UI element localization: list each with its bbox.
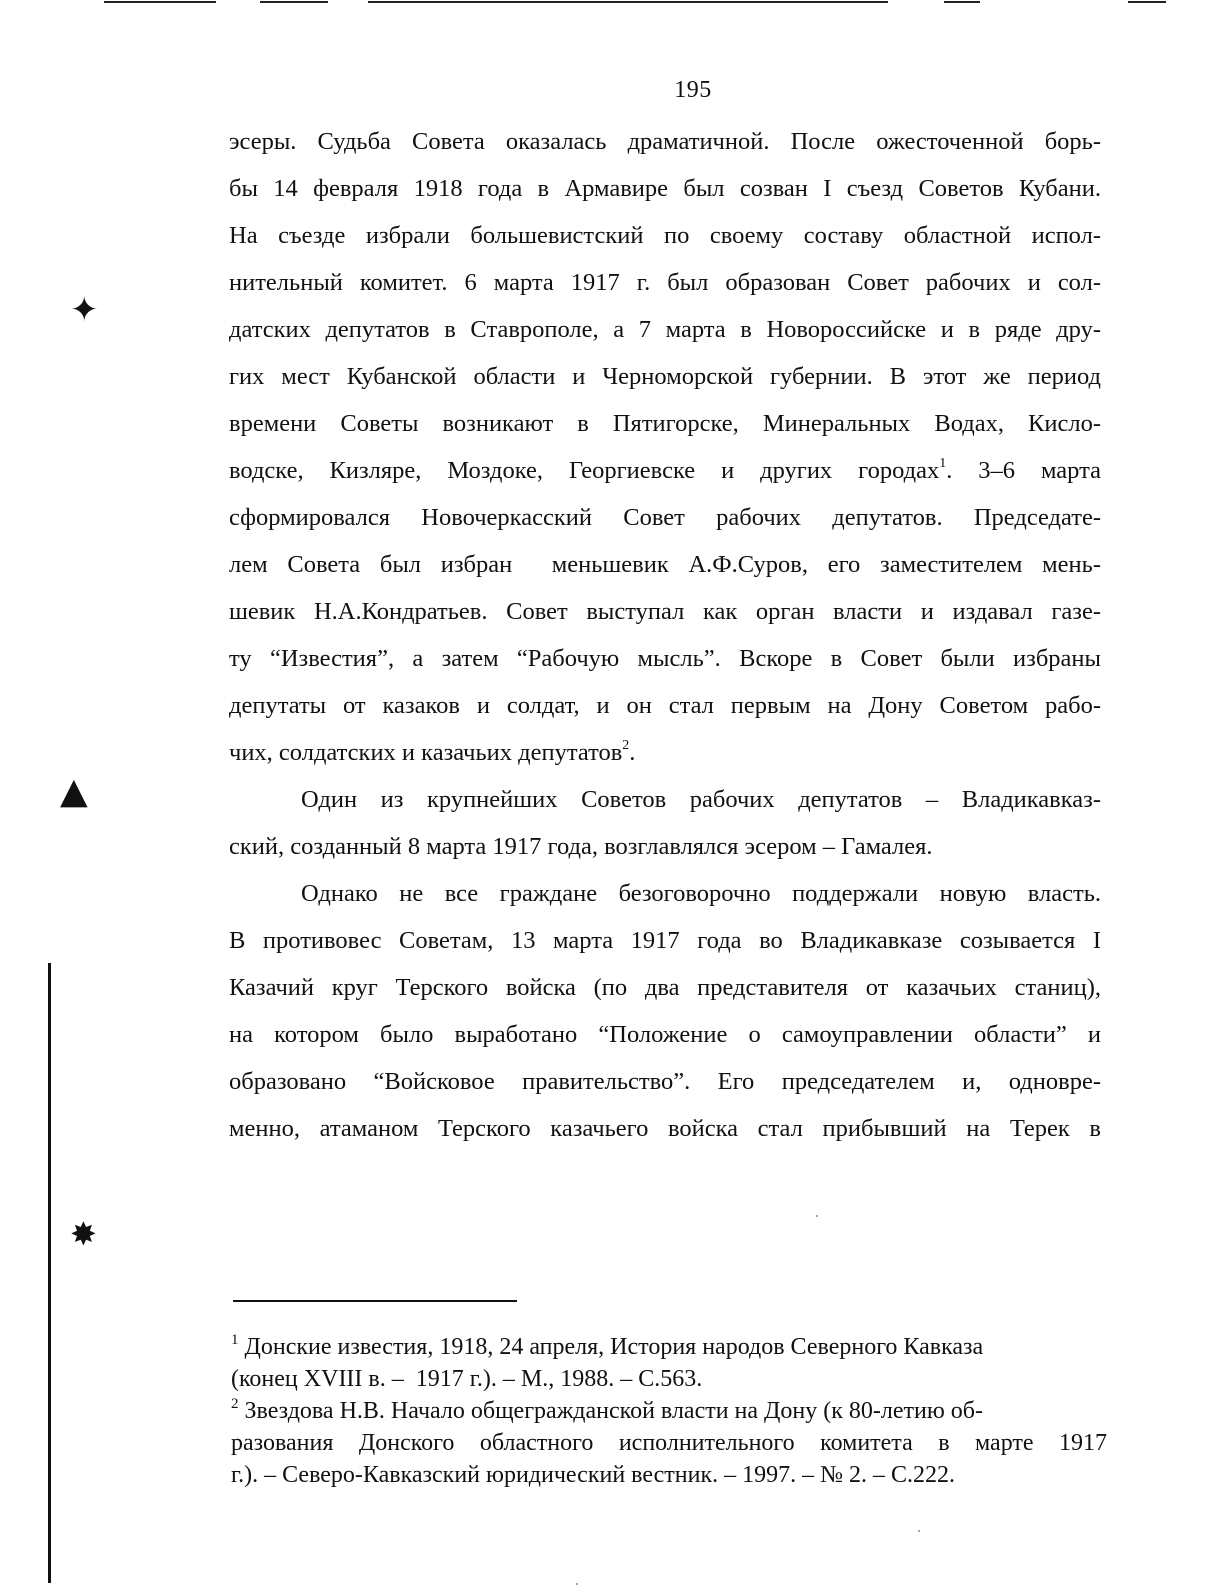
page-number: 195 xyxy=(674,77,712,103)
footnote-2-cont: г.). – Северо-Кавказский юридический вестник. – 1997. – № 2. – С.222. xyxy=(231,1462,956,1488)
text-line: нительный комитет. 6 марта 1917 г. был образован Совет рабочих и сол- xyxy=(229,269,1101,296)
text-line: Казачий круг Терского войска (по два представителя от казачьих станиц), xyxy=(229,974,1101,1001)
text-line: образовано “Войсковое правительство”. Его председателем и, одновре- xyxy=(229,1068,1101,1095)
text-line: депутаты от казаков и солдат, и он стал первым на Дону Советом рабо- xyxy=(229,692,1101,719)
footnote-mark: 1 xyxy=(231,1332,239,1348)
footnote-separator xyxy=(233,1300,517,1302)
footnote-ref-1: 1 xyxy=(939,456,947,471)
text-line: ту “Известия”, а затем “Рабочую мысль”. Вскоре в Совет были избраны xyxy=(229,645,1101,672)
scan-speck xyxy=(918,1530,920,1532)
text-line: шевик Н.А.Кондратьев. Совет выступал как орган власти и издавал газе- xyxy=(229,598,1101,625)
scan-artifact-line xyxy=(368,1,888,3)
footnote-2: $^2$ Звездова Н.В. Начало общегражданской власти на Дону (к 80-летию об- xyxy=(231,1396,984,1424)
text-line: чих, солдатских и казачьих депутатов$^2$. xyxy=(229,738,636,766)
text-line: сформировался Новочеркасский Совет рабочих депутатов. Председате- xyxy=(229,504,1101,531)
text-line: лем Совета был избран меньшевик А.Ф.Суров, его заместителем мень- xyxy=(229,551,1101,578)
scan-artifact-line xyxy=(104,1,216,3)
binding-hole-mark: ✦ xyxy=(70,290,99,330)
text-line: времени Советы возникают в Пятигорске, Минеральных Водах, Кисло- xyxy=(229,410,1101,437)
body-text xyxy=(229,118,1101,1152)
binding-hole-mark: ✸ xyxy=(70,1215,97,1253)
scan-edge-bar xyxy=(48,963,51,1583)
scan-speck xyxy=(576,1583,578,1585)
text-line: В противовес Советам, 13 марта 1917 года во Владикавказе созывается I xyxy=(229,927,1101,954)
text-line: эсеры. Судьба Совета оказалась драматичной. После ожесточенной борь- xyxy=(229,128,1101,155)
footnote-ref-2: 2 xyxy=(622,738,630,753)
text-line: ский, созданный 8 марта 1917 года, возглавлялся эсером – Гамалея. xyxy=(229,833,933,860)
scan-speck xyxy=(816,1215,818,1217)
paragraph-first-line: Однако не все граждане безоговорочно поддержали новую власть. xyxy=(301,880,1101,907)
footnote-mark: 2 xyxy=(231,1396,239,1412)
footnote-1-cont: (конец XVIII в. – 1917 г.). – М., 1988. – С.563. xyxy=(231,1366,703,1392)
text-line: менно, атаманом Терского казачьего войска стал прибывший на Терек в xyxy=(229,1115,1101,1142)
paragraph-first-line: Один из крупнейших Советов рабочих депутатов – Владикавказ- xyxy=(301,786,1101,813)
footnote-1: $^1$ Донские известия, 1918, 24 апреля, История народов Северного Кавказа xyxy=(231,1332,984,1360)
text-line: гих мест Кубанской области и Черноморской губернии. В этот же период xyxy=(229,363,1101,390)
footnote-2-cont: разования Донского областного исполнительного комитета в марте 1917 xyxy=(231,1430,1107,1456)
binding-hole-mark: ▲ xyxy=(60,771,88,812)
scan-artifact-line xyxy=(944,1,980,3)
text-line: водске, Кизляре, Моздоке, Георгиевске и других городах$^1$. 3–6 марта xyxy=(229,456,1101,484)
footnotes xyxy=(231,1331,1107,1491)
scan-artifact-line xyxy=(260,1,328,3)
text-line: На съезде избрали большевистский по своему составу областной испол- xyxy=(229,222,1101,249)
text-line: бы 14 февраля 1918 года в Армавире был созван I съезд Советов Кубани. xyxy=(229,175,1101,202)
text-line: датских депутатов в Ставрополе, а 7 марта в Новороссийске и в ряде дру- xyxy=(229,316,1101,343)
text-line: на котором было выработано “Положение о самоуправлении области” и xyxy=(229,1021,1101,1048)
scan-artifact-line xyxy=(1128,1,1166,3)
